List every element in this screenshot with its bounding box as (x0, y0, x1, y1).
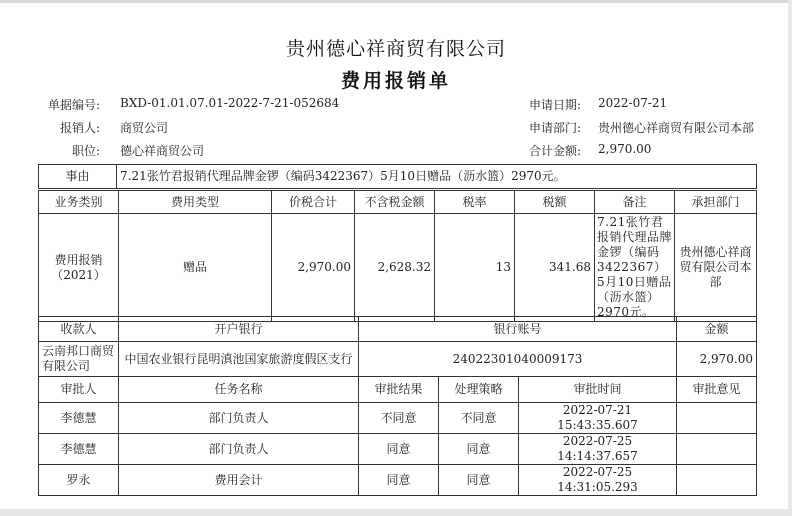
expense-header-dept: 承担部门 (675, 191, 757, 214)
expense-table (38, 190, 757, 322)
approval-header-task: 任务名称 (119, 377, 359, 403)
doc-no-label: 单据编号: (47, 98, 100, 112)
approval-header-approver: 审批人 (39, 377, 119, 403)
expense-total: 2,970.00 (272, 214, 355, 322)
expense-rate: 13 (435, 214, 515, 322)
expense-dept: 贵州德心祥商贸有限公司本部 (675, 214, 757, 322)
payee-header-amount: 金额 (677, 317, 757, 342)
viewer-bottom-edge (0, 509, 792, 516)
table-row (39, 434, 757, 465)
expense-type: 赠品 (119, 214, 272, 322)
reporter-label: 报销人: (59, 121, 100, 135)
dept-label: 申请部门: (529, 121, 582, 135)
viewer-top-edge (0, 0, 792, 3)
apply-date-value: 2022-07-21 (598, 96, 668, 110)
position-label: 职位: (71, 144, 100, 158)
total-value: 2,970.00 (598, 142, 652, 156)
approval-task: 费用会计 (119, 465, 359, 496)
matter-text: 7.21张竹君报销代理品牌金锣（编码3422367）5月10日赠品（沥水篮）2970元。 (117, 165, 757, 189)
expense-header-rate: 税率 (435, 191, 515, 214)
table-row (39, 465, 757, 496)
expense-header-pretax: 不含税金额 (355, 191, 435, 214)
approval-time: 2022-07-25 14:14:37.657 (519, 434, 677, 465)
expense-note: 7.21张竹君报销代理品牌金锣（编码3422367）5月10日赠品（沥水篮）2970元。 (595, 214, 675, 322)
approval-header-strategy: 处理策略 (439, 377, 519, 403)
expense-header-total: 价税合计 (272, 191, 355, 214)
approval-time: 2022-07-21 15:43:35.607 (519, 403, 677, 434)
doc-no-value: BXD-01.01.07.01-2022-7-21-052684 (120, 96, 340, 110)
approval-task: 部门负责人 (119, 403, 359, 434)
expense-header-note: 备注 (595, 191, 675, 214)
approval-header-time: 审批时间 (519, 377, 677, 403)
payee-table (38, 316, 757, 377)
company-name: 贵州德心祥商贸有限公司 (285, 38, 506, 60)
position-value: 德心祥商贸公司 (120, 144, 205, 158)
approval-header-opinion: 审批意见 (677, 377, 757, 403)
approval-opinion (677, 403, 757, 434)
approval-result: 不同意 (359, 403, 439, 434)
approval-approver: 李德慧 (39, 434, 119, 465)
payee-header-account: 银行账号 (359, 317, 677, 342)
expense-header-type: 费用类型 (119, 191, 272, 214)
expense-category: 费用报销（2021） (39, 214, 119, 322)
approval-header-result: 审批结果 (359, 377, 439, 403)
payee-amount: 2,970.00 (677, 342, 757, 377)
matter-table (38, 164, 757, 189)
payee-name: 云南邦口商贸有限公司 (39, 342, 119, 377)
table-row (39, 403, 757, 434)
approval-opinion (677, 465, 757, 496)
expense-pretax: 2,628.32 (355, 214, 435, 322)
approval-opinion (677, 434, 757, 465)
approval-strategy: 不同意 (439, 403, 519, 434)
approval-strategy: 同意 (439, 434, 519, 465)
apply-date-label: 申请日期: (529, 98, 582, 112)
expense-header-tax: 税额 (515, 191, 595, 214)
payee-header-name: 收款人 (39, 317, 119, 342)
approval-approver: 罗永 (39, 465, 119, 496)
approval-approver: 李德慧 (39, 403, 119, 434)
expense-header-category: 业务类别 (39, 191, 119, 214)
approval-strategy: 同意 (439, 465, 519, 496)
approval-table (38, 376, 757, 496)
payee-header-bank: 开户银行 (119, 317, 359, 342)
payee-bank: 中国农业银行昆明滇池国家旅游度假区支行 (119, 342, 359, 377)
approval-result: 同意 (359, 465, 439, 496)
total-label: 合计金额: (529, 144, 582, 158)
document-title: 费用报销单 (340, 70, 451, 92)
reporter-value: 商贸公司 (120, 121, 169, 135)
approval-result: 同意 (359, 434, 439, 465)
dept-value: 贵州德心祥商贸有限公司本部 (598, 121, 755, 135)
approval-time: 2022-07-25 14:31:05.293 (519, 465, 677, 496)
approval-task: 部门负责人 (119, 434, 359, 465)
payee-account: 24022301040009173 (359, 342, 677, 377)
expense-tax: 341.68 (515, 214, 595, 322)
matter-label: 事由 (39, 165, 117, 189)
